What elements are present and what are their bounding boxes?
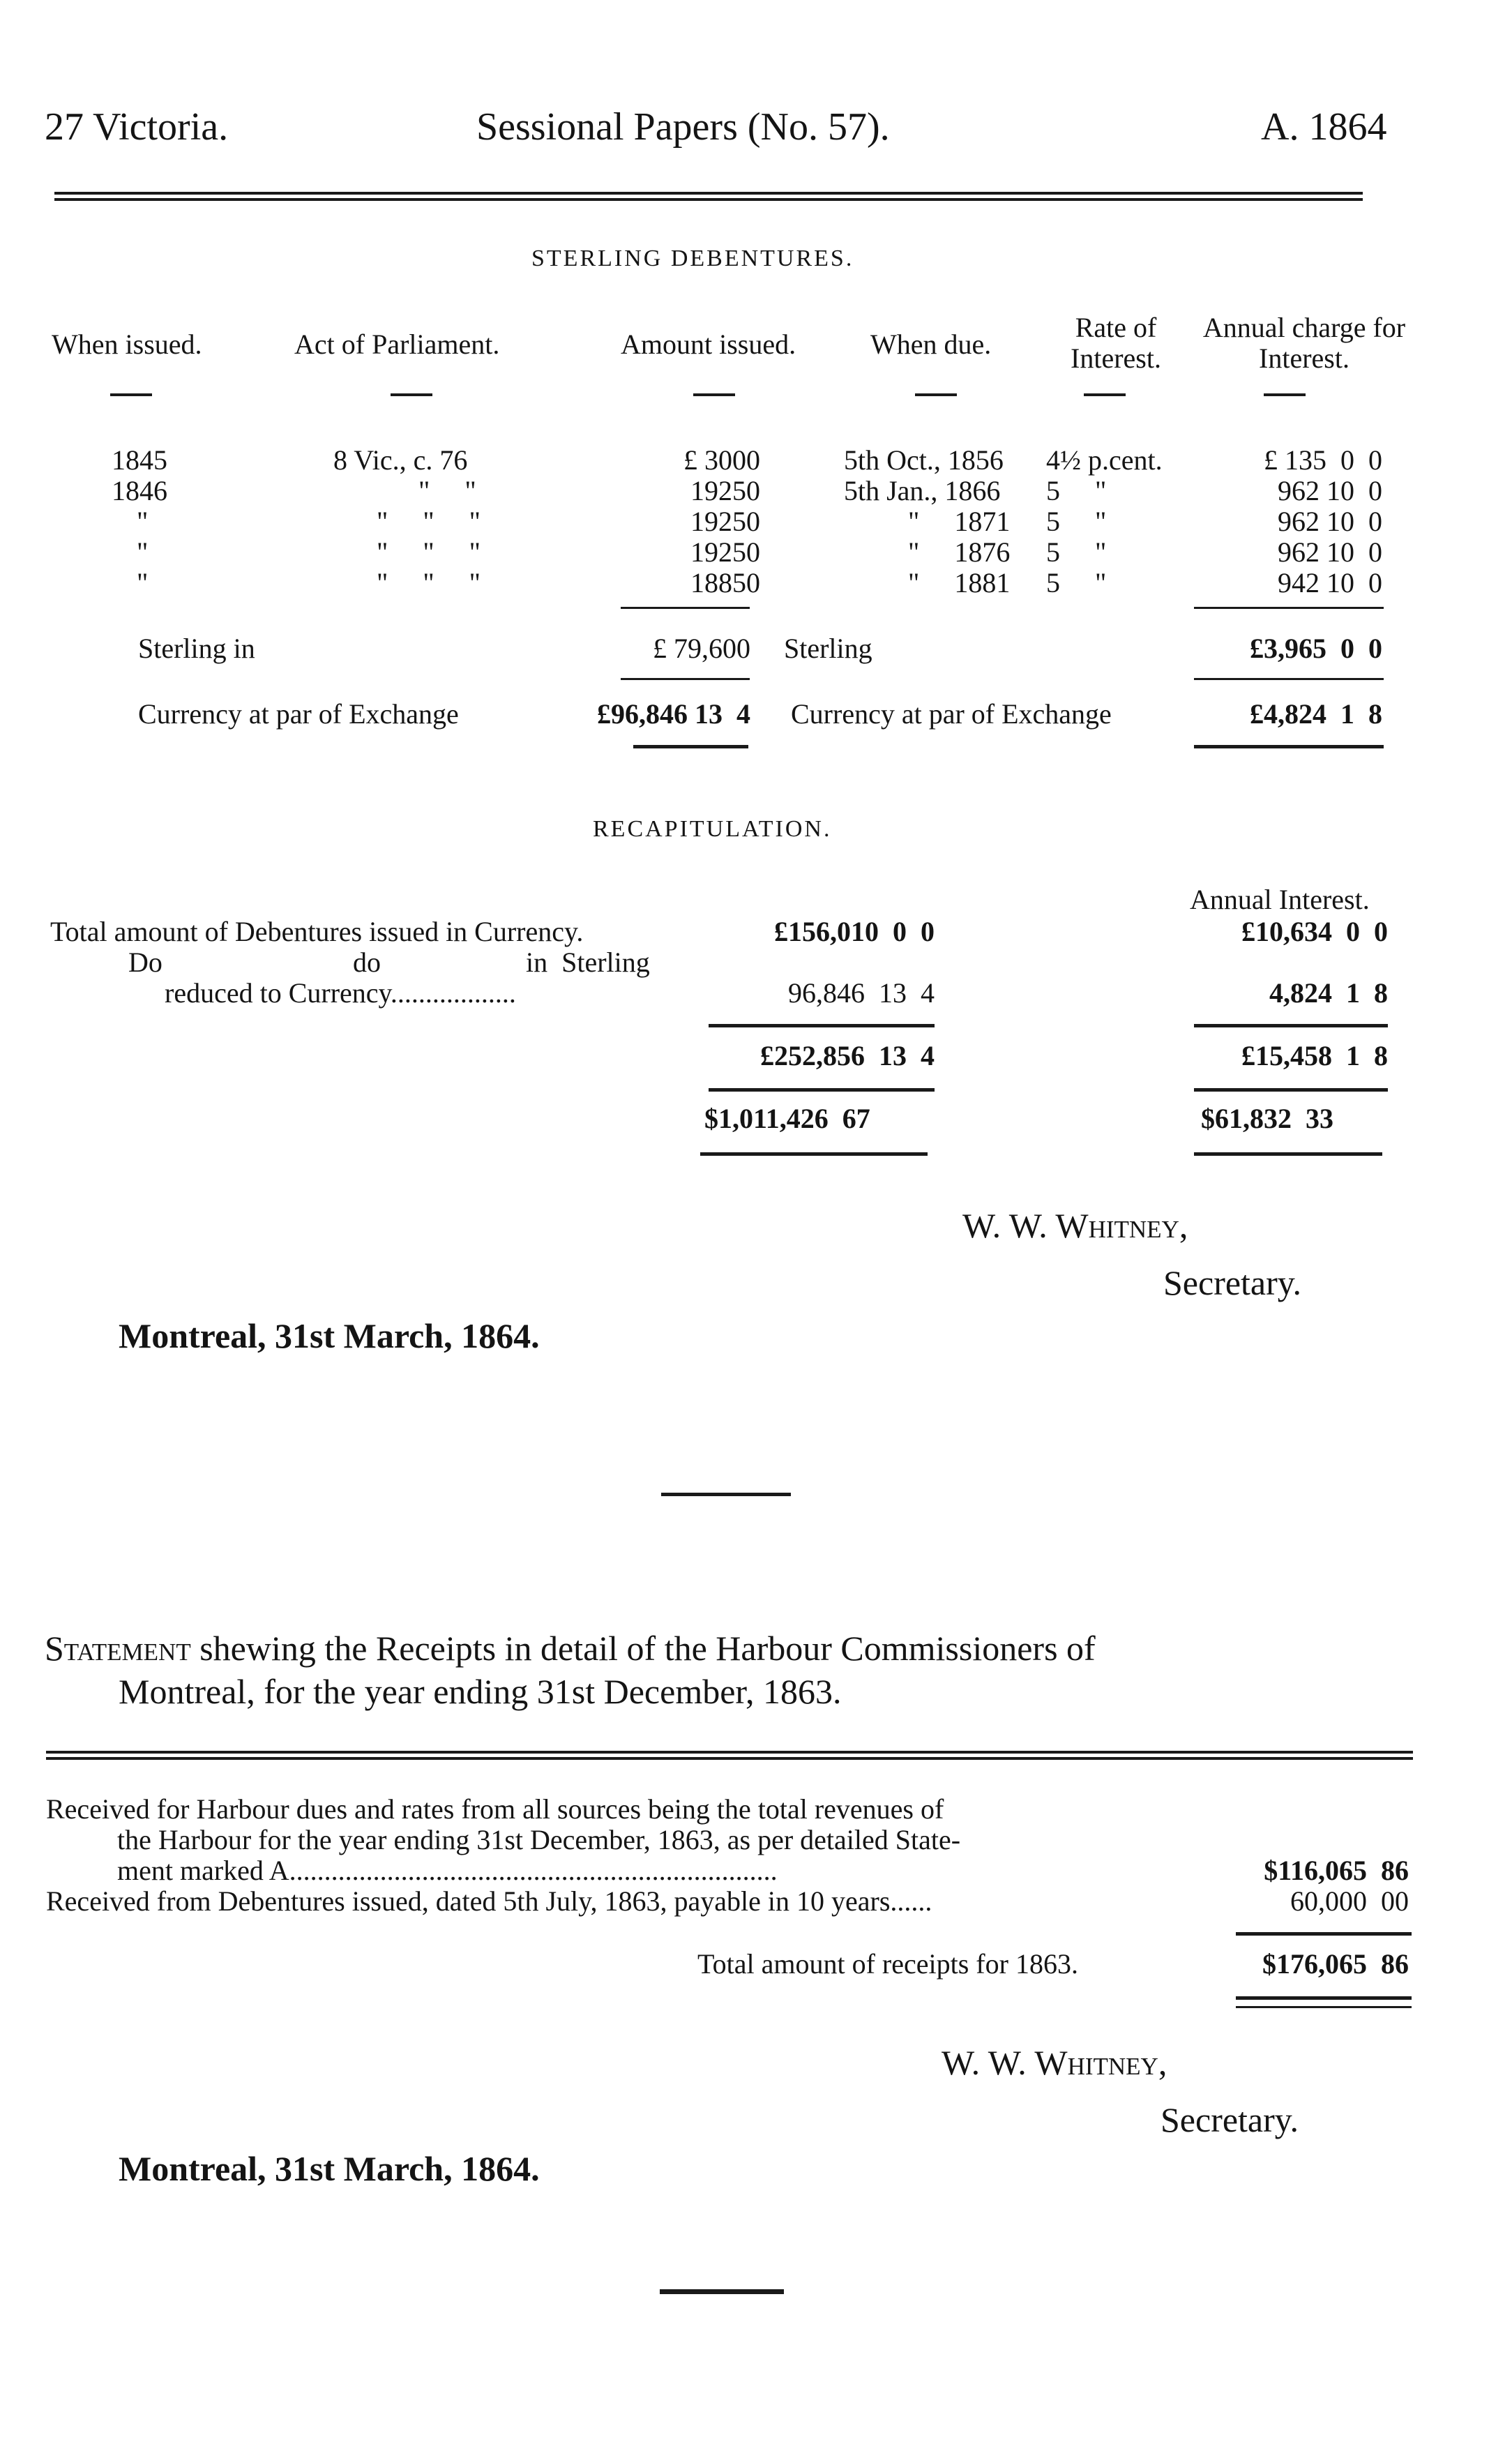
recap-line3-amount: 96,846 13 4 [788,977,935,1009]
cell-due: " 1871 [908,506,1011,537]
recap-line1-interest: £10,634 0 0 [1241,916,1388,947]
cell-due: 5th Oct., 1856 [844,444,1004,476]
col-amount: Amount issued. [621,329,796,360]
header-title: Sessional Papers (No. 57). [476,105,890,149]
cell-amount: 19250 [690,475,760,506]
statement-heading-prefix: Statement [45,1629,191,1668]
section-divider [661,1493,791,1496]
sterling-label2: Sterling [784,633,872,664]
receipt-line1b: the Harbour for the year ending 31st December, 1863, as per detailed State- [117,1824,961,1855]
cell-due: " 1876 [908,536,1011,568]
signature-name: W. W. Whitney, [942,2043,1167,2082]
header-year: A. 1864 [1261,105,1387,149]
cell-rate: 5 " [1046,536,1107,568]
signature-name: W. W. Whitney, [962,1206,1188,1245]
cell-issued: " [137,536,149,568]
col-annual-charge: Annual charge for Interest. [1202,312,1406,374]
receipt-double-rule [1236,1996,1412,2000]
cell-charge: 962 10 0 [1278,536,1382,568]
cell-act: " " " [377,506,481,537]
cell-amount: 19250 [690,506,760,537]
date-line: Montreal, 31st March, 1864. [119,1316,540,1355]
cell-amount: 19250 [690,536,760,568]
receipt-line1c: ment marked A...................................................................... [117,1855,778,1886]
col-dash [110,393,152,396]
charge-rule [1194,678,1384,680]
amount-double-rule [633,745,748,748]
recap-line3: reduced to Currency.................. [165,977,516,1009]
col-act: Act of Parliament. [294,329,500,360]
receipt-line1a: Received for Harbour dues and rates from all sources being the total revenues of [46,1793,944,1825]
annual-interest-label: Annual Interest. [1190,884,1370,915]
col-dash [1084,393,1126,396]
statement-heading-line2: Montreal, for the year ending 31st December, 1863. [119,1672,842,1711]
recap-total-pounds: £252,856 13 4 [760,1040,935,1071]
cell-act: 8 Vic., c. 76 [333,444,468,476]
receipt-line2: Received from Debentures issued, dated 5th July, 1863, payable in 10 years...... [46,1885,932,1917]
currency-label2: Currency at par of Exchange [791,698,1112,730]
currency-label: Currency at par of Exchange [138,698,459,730]
cell-rate: 5 " [1046,506,1107,537]
cell-charge: 962 10 0 [1278,475,1382,506]
col-dash [1264,393,1306,396]
cell-charge: 962 10 0 [1278,506,1382,537]
recap-line1-amount: £156,010 0 0 [774,916,935,947]
recap-total-interest-pounds: £15,458 1 8 [1241,1040,1388,1071]
recap-total-interest-dollars: $61,832 33 [1201,1103,1333,1134]
cell-act: " " [418,475,476,506]
currency-amount: £96,846 13 4 [597,698,750,730]
receipt-total-label: Total amount of receipts for 1863. [697,1948,1078,1980]
recap-rule [1194,1088,1388,1092]
receipt-line1-amount: $116,065 86 [1264,1855,1409,1886]
cell-issued: " [137,567,149,598]
col-when-due: When due. [870,329,992,360]
col-dash [915,393,957,396]
charge-double-rule [1194,745,1384,748]
cell-charge: 942 10 0 [1278,567,1382,598]
col-dash [391,393,432,396]
recap-line2-in: in Sterling [526,947,650,978]
receipt-total-amount: $176,065 86 [1262,1948,1409,1980]
recap-line2-do: Do [128,947,162,978]
recap-double-rule [1194,1152,1382,1156]
signature-title: Secretary. [1161,2100,1299,2139]
sterling-label: Sterling in [138,633,255,664]
col-dash [693,393,735,396]
recap-line1: Total amount of Debentures issued in Currency. [50,916,584,947]
recap-rule [1194,1024,1388,1027]
receipt-double-rule [1236,2006,1412,2008]
recap-line2-do2: do [353,947,381,978]
currency-charge: £4,824 1 8 [1250,698,1382,730]
cell-amount: £ 3000 [683,444,760,476]
cell-rate: 4½ p.cent. [1046,444,1163,476]
sterling-charge: £3,965 0 0 [1250,633,1382,664]
header-rule [54,192,1363,201]
cell-issued: " [137,506,149,537]
date-line: Montreal, 31st March, 1864. [119,2149,540,2188]
cell-due: 5th Jan., 1866 [844,475,1001,506]
recap-double-rule [700,1152,928,1156]
cell-charge: £ 135 0 0 [1264,444,1382,476]
receipt-line2-amount: 60,000 00 [1290,1885,1409,1917]
charge-rule [1194,607,1384,609]
cell-due: " 1881 [908,567,1011,598]
cell-amount: 18850 [690,567,760,598]
cell-act: " " " [377,567,481,598]
statement-heading [45,1628,1096,1668]
receipt-rule [1236,1932,1412,1936]
cell-rate: 5 " [1046,475,1107,506]
cell-act: " " " [377,536,481,568]
statement-rule [46,1751,1413,1760]
cell-issued: 1846 [112,475,167,506]
recap-rule [709,1024,935,1027]
col-when-issued: When issued. [52,329,202,360]
amount-rule [621,607,750,609]
amount-rule [621,678,750,680]
cell-issued: 1845 [112,444,167,476]
sterling-amount: £ 79,600 [653,633,750,664]
recap-rule [709,1088,935,1092]
sterling-title: STERLING DEBENTURES. [531,246,854,271]
end-rule [660,2289,784,2294]
header-volume: 27 Victoria. [45,105,229,149]
cell-rate: 5 " [1046,567,1107,598]
col-rate: Rate of Interest. [1071,312,1161,374]
signature-title: Secretary. [1163,1263,1302,1302]
statement-heading-rest: shewing the Receipts in detail of the Harbour Commissioners of [190,1629,1096,1668]
recap-title: RECAPITULATION. [593,816,832,842]
recap-line3-interest: 4,824 1 8 [1269,977,1388,1009]
recap-total-dollars: $1,011,426 67 [704,1103,870,1134]
